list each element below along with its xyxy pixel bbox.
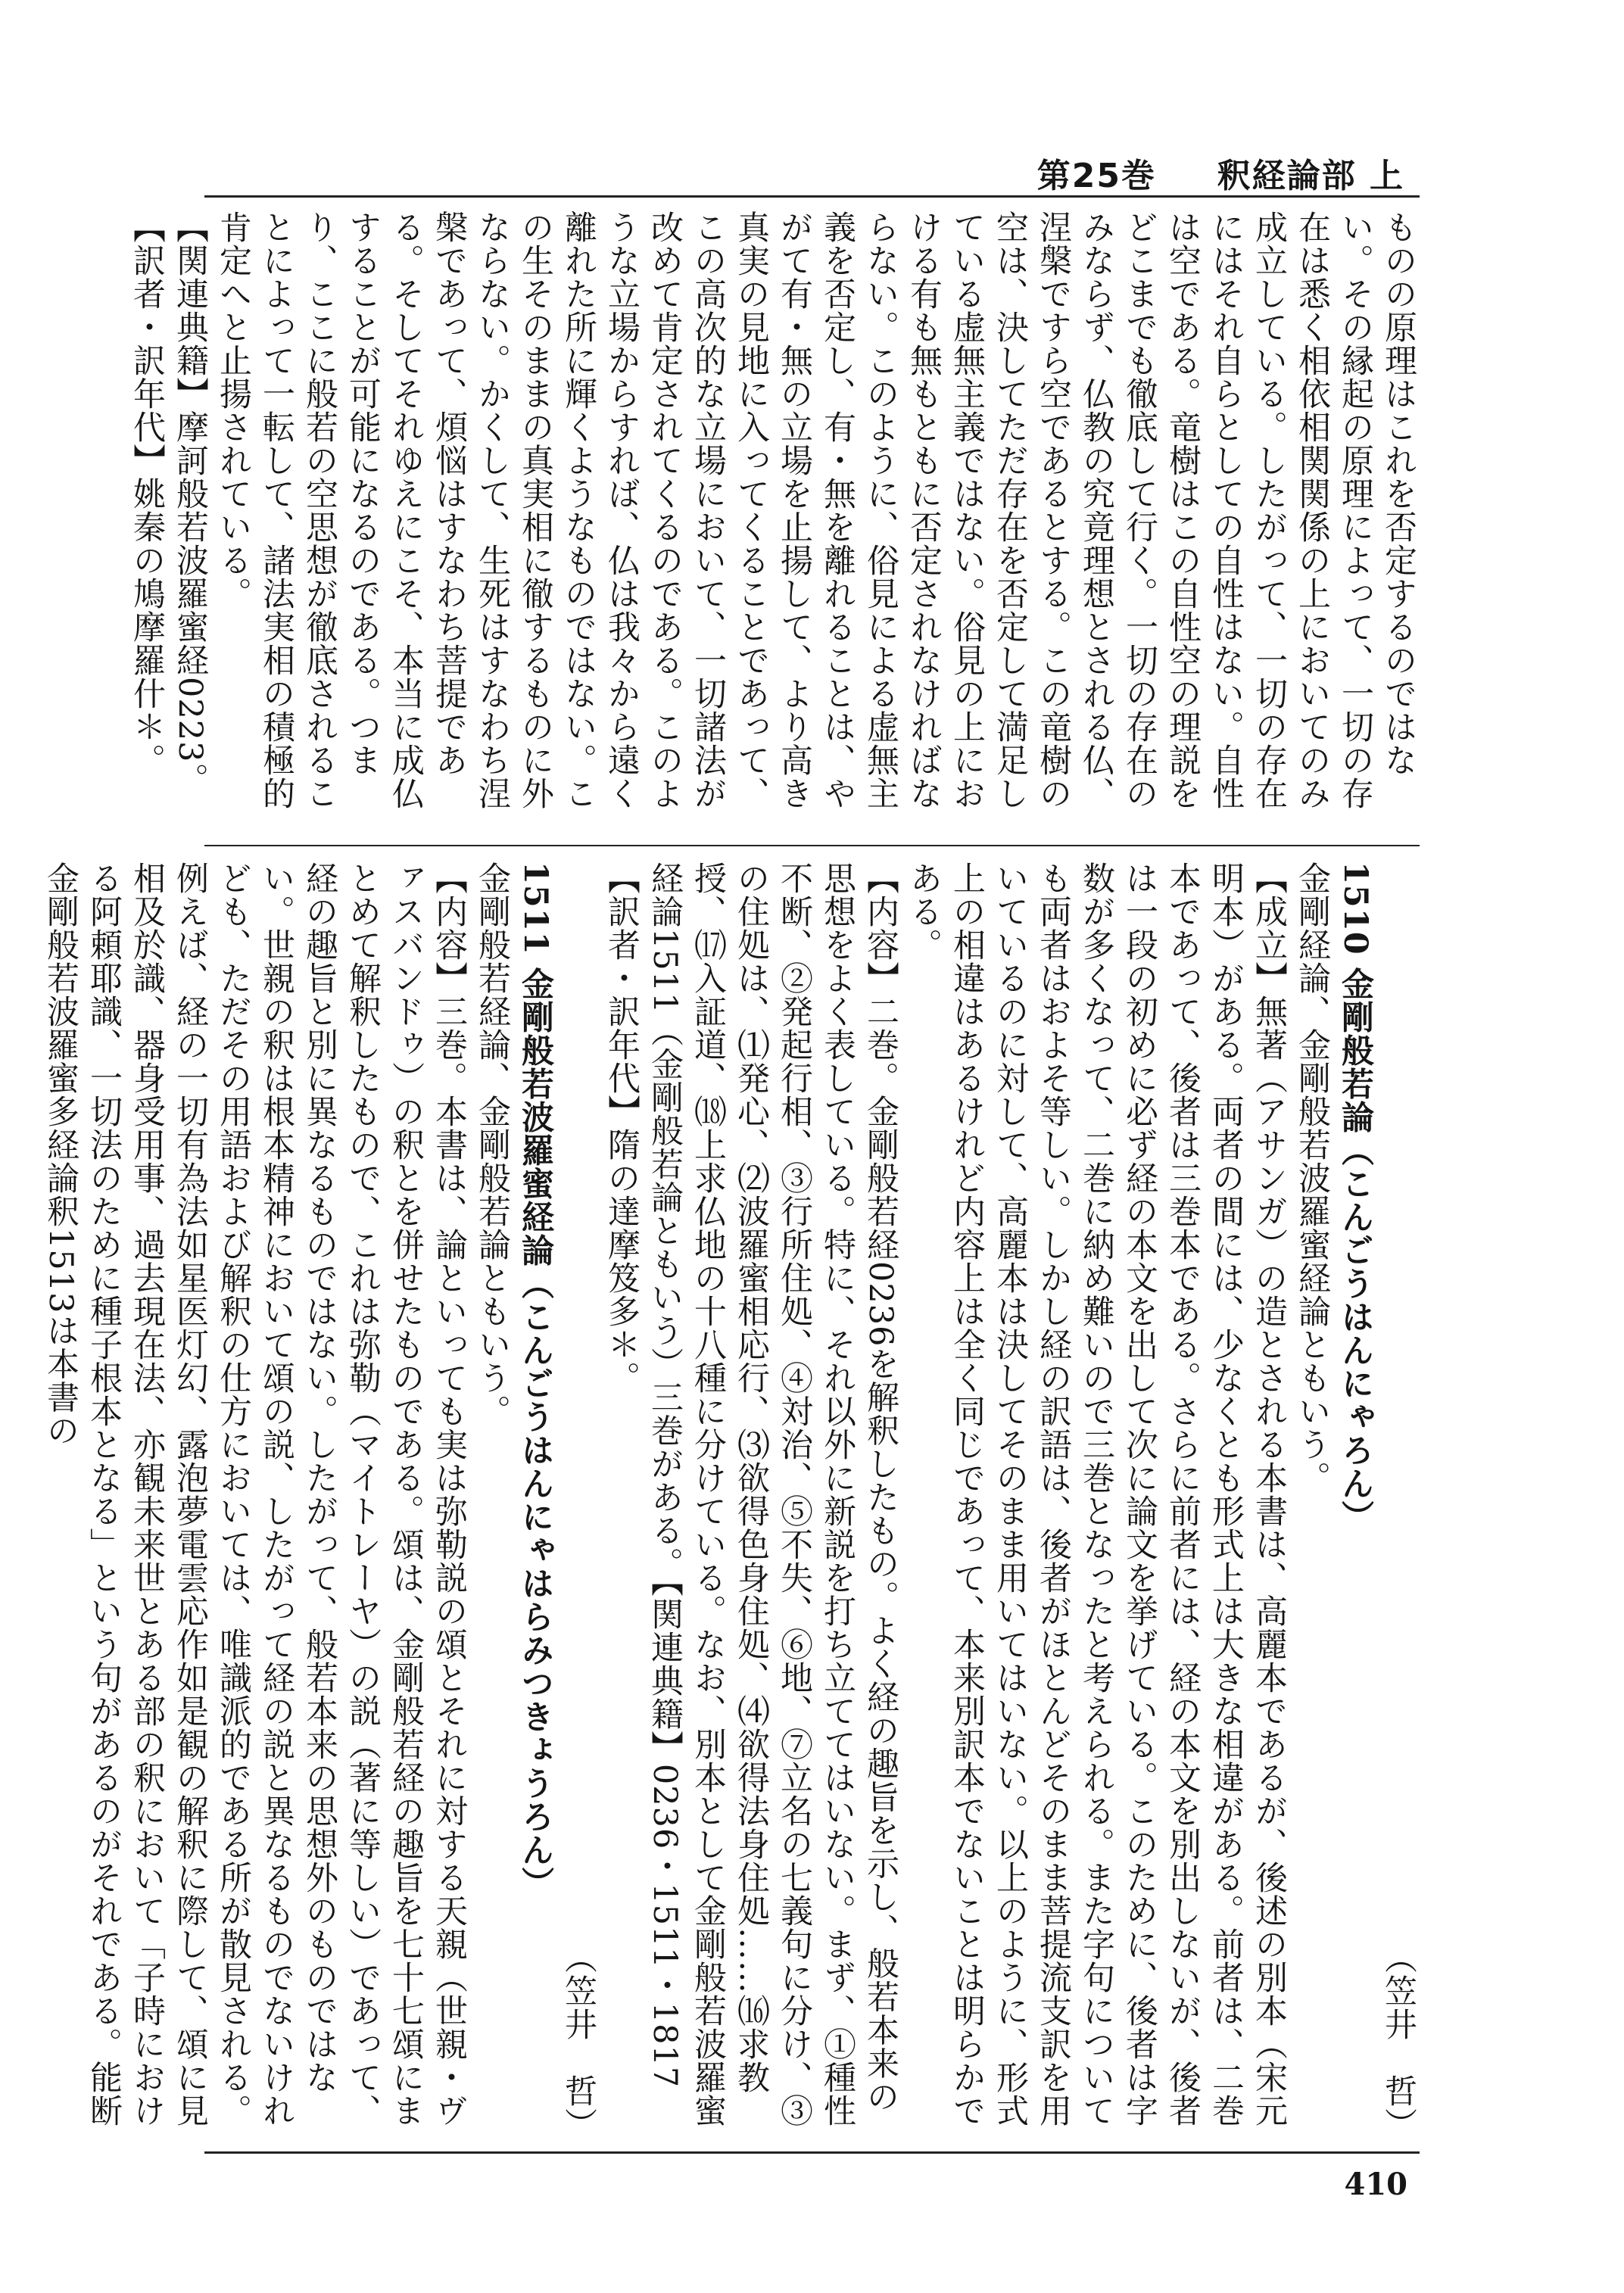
entry-1511-alias: 金剛般若経論、金剛般若論ともいう。 [473, 861, 511, 1428]
lower-text-block [42, 861, 1420, 2141]
author-credit-1510: （笠井 哲） [560, 1941, 597, 2141]
upper-related-texts: 【関連典籍】摩訶般若波羅蜜経0223。 [171, 210, 209, 796]
entry-1510-content: 【内容】二巻。金剛般若経0236を解釈したもの。よく経の趣旨を示し、般若本来の思想をよく表している。特に、それ以外に新説を打ち立ててはいない。まず、①種性不断、②発起行相、③行所住処、④対治、⑤不失、⑥地、⑦立名の七義句に分け、③の住処は、⑴発心、⑵波羅蜜相応行、⑶欲得色身住処、⑷欲得法身住処……⒃求教授、⒄入証道、⒅上求仏地の十八種に分けている。なお、別本として金剛般若波羅蜜経論1511（金剛般若論ともいう）三巻がある。【関連典籍】0236・1511・1817【訳者・訳年代】隋の達摩笈多＊。 [603, 861, 899, 2127]
bottom-rule [204, 2151, 1420, 2154]
upper-continuation-text: ものの原理はこれを否定するのではない。その縁起の原理によって、一切の存在は悉く相依相関関係の上においてのみ成立している。したがって、一切の存在にはそれ自らとしての自性はない。自性は空である。竜樹はこの自性空の理説をどこまでも徹底して行く。一切の存在のみならず、仏教の究竟理想とされる仏、涅槃ですら空であるとする。この竜樹の空は、決してただ存在を否定して満足している虚無主義ではない。俗見の上における有も無もともに否定されなければならない。このように、俗見による虚無主義を否定し、有・無を離れることは、やがて有・無の立場を止揚して、より高き真実の見地に入ってくることであって、この高次的な立場において、一切諸法が改めて肯定されてくるのである。このような立場からすれば、仏は我々から遠く離れた所に輝くようなものではない。この生そのままの真実相に徹するものに外ならない。かくして、生死はすなわち涅槃であって、煩悩はすなわち菩提である。そしてそれゆえにこそ、本当に成仏することが可能になるのである。つまり、ここに般若の空思想が徹底されることによって一転して、諸法実相の積極的肯定へと止揚されている。 [214, 210, 1417, 810]
entry-1511-title: 1511 金剛般若波羅蜜経論（こんごうはんにゃはらみつきょうろん） [516, 861, 554, 1900]
entry-1510-origin: 【成立】無著（アサンガ）の造とされる本書は、高麗本であるが、後述の別本（宋元明本）がある。両者の間には、少なくとも形式上は大きな相違がある。前者は、二巻本であって、後者は三巻本である。さらに前者には、経の本文を別出しないが、後者は一段の初めに必ず経の本文を出して次に論文を挙げている。このために、後者は字数が多くなって、二巻に納め難いので三巻となったと考えられる。また字句についても両者はおよそ等しい。しかし経の訳語は、後者がほとんどそのまま菩提流支訳を用いているのに対して、高麗本は決してそのまま用いてはいない。以上のように、形式上の相違はあるけれど内容上は全く同じであって、本来別訳本でないことは明らかである。 [905, 861, 1288, 2127]
upper-text-block [128, 210, 1420, 831]
mid-rule [204, 845, 1420, 846]
upper-translator: 【訳者・訳年代】姚秦の鳩摩羅什＊。 [128, 210, 166, 777]
author-credit-1509: （笠井 哲） [1379, 1941, 1417, 2141]
header-rule [204, 195, 1420, 198]
running-header [1037, 148, 1404, 197]
entry-1511-content: 【内容】三巻。本書は、論といっても実は弥勒説の頌とそれに対する天親（世親・ヴァスバンドゥ）の釈とを併せたものである。頌は、金剛般若経の趣旨を七十七頌にまとめて解釈したもので、これは弥勒（マイトレーヤ）の説（著に等しい）であって、経の趣旨と別に異なるものではない。したがって、般若本来の思想外のものではない。世親の釈は根本精神において頌の説、したがって経の説と異なるものでないけれども、ただその用語および解釈の仕方においては、唯識派的である所が散見される。例えば、経の一切有為法如星医灯幻、露泡夢電雲応作如是観の解釈に際して、頌に見相及於識、器身受用事、過去現在法、亦観未来世とある部の釈において「子時における阿頼耶識、一切法のために種子根本となる」という句があるのがそれである。能断金剛般若波羅蜜多経論釈1513は本書の [42, 861, 468, 2127]
page-number: 410 [1344, 2167, 1407, 2202]
entry-1510-title: 1510 金剛般若論（こんごうはんにゃろん） [1336, 861, 1374, 1534]
entry-1510-alias: 金剛経論、金剛般若波羅蜜経論ともいう。 [1293, 861, 1331, 1494]
volume-label: 第25巻 [1036, 157, 1157, 195]
section-label: 釈経論部 上 [1217, 157, 1404, 195]
